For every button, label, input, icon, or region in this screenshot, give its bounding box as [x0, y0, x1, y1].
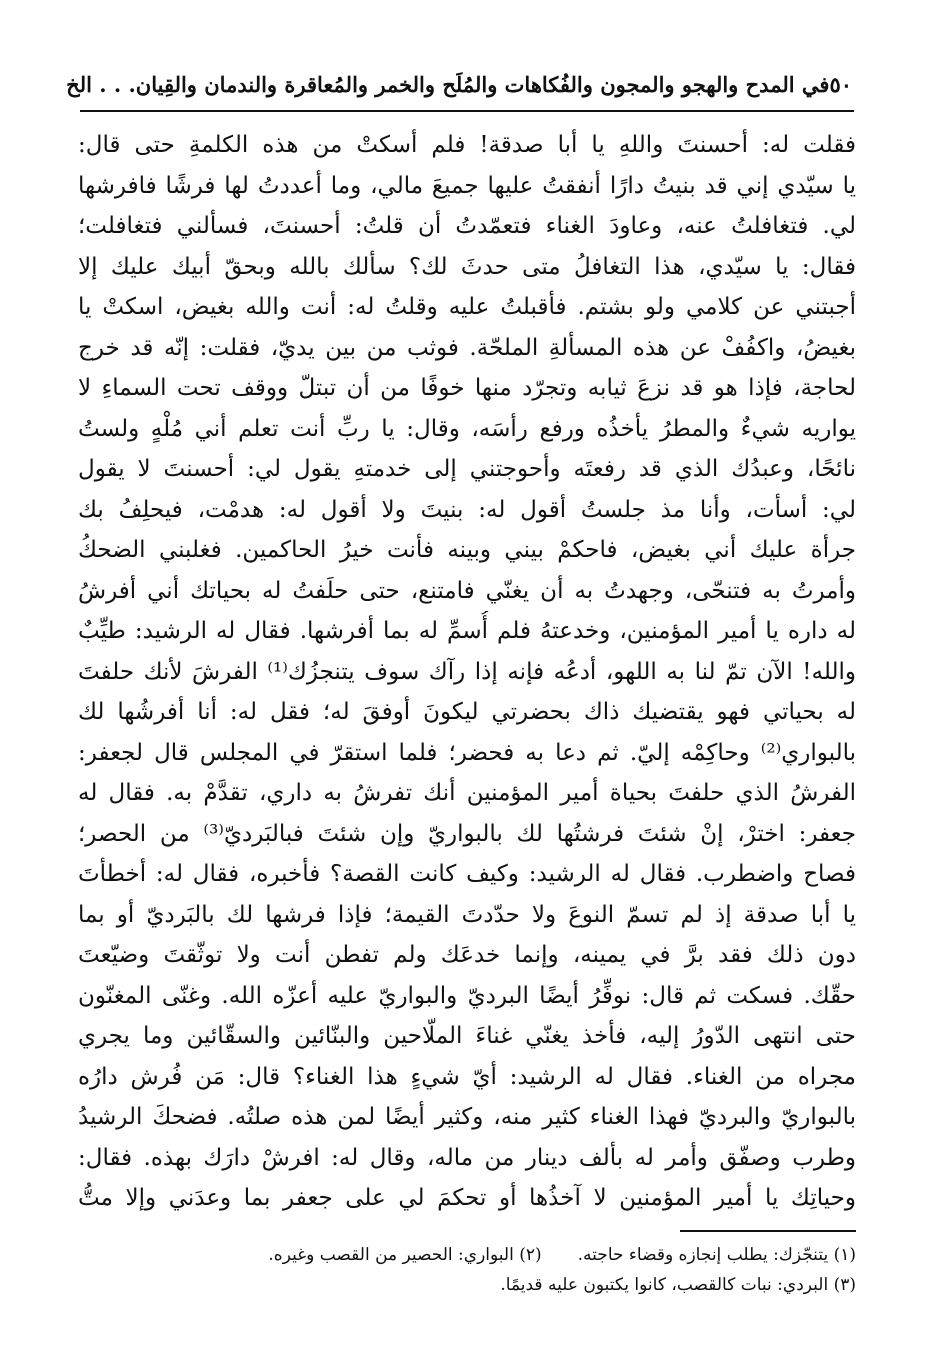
text-line: له بحياتي فهو يقتضيك ذاك بحضرتي ليكونَ أوفقَ له؛ فقل له: أنا أفرشُها لك [78, 699, 856, 725]
text-line: فصاح واضطرب. فقال له الرشيد: وكيف كانت القصة؟ فأخبره، فقال له: أخطأتَ [78, 861, 856, 887]
running-head [66, 62, 852, 106]
text-line: حتى انتهى الدّورُ إليه، فأخذ يغنّي غناءَ الملّاحين والبنّائين والسقّائين وما يجري [78, 1023, 856, 1049]
text-line: لحاجة، فإذا هو قد نزعَ ثيابه وتجرّد منها خوفًا من أن تبتلّ ووقف تحت السماءِ لا [78, 375, 856, 401]
text-line: بغيضُ، واكفُفْ عن هذه المسألةِ الملحّة. فوثب من بين يديّ، فقلت: إنّه قد خرج [78, 334, 856, 361]
text-line: لي. فتغافلتُ عنه، وعاودَ الغناء فتعمّدتُ أن قلتُ: أحسنتَ، فسألني فتغافلت؛ [78, 213, 856, 239]
text-line: وأمرتُ به فتنحّى، وجهدتُ به أن يغنّي فامتنع، حتى حلَفتُ له بحياتك أني أفرشُ [78, 577, 856, 604]
text-line: وطرب وصفّق وأمر له بألف دينار من ماله، وقال له: افرشْ دارَك بهذه. فقال: [78, 1144, 856, 1171]
text-line: حقّك. فسكت ثم قال: نوفِّرُ أيضًا البرديّ والبواريّ عليه أعزّه الله. وغنّى المغنّون [78, 982, 856, 1009]
footnote-3: (٣) البردي: نبات كالقصب، كانوا يكتبون عليه قديمًا. [500, 1275, 856, 1295]
header-rule [80, 110, 854, 112]
body-text [78, 125, 856, 1219]
text-line: جرأة عليك أني بغيض، فاحكمْ بيني وبينه فأنت خيرُ الحاكمين. فغلبني الضحكُ [78, 537, 856, 563]
text-line: بالبواري⁽²⁾ وحاكِمْه إليّ. ثم دعا به فحضر؛ فلما استقرّ في المجلس قال لجعفر: [78, 739, 856, 766]
text-line: له داره يا أمير المؤمنين، وخدعتهُ فلم أُسمِّ له بما أفرشها. فقال له الرشيد: طيِّبٌ [78, 618, 856, 644]
text-line: فقال: يا سيّدي، هذا التغافلُ متى حدثَ لك؟ سألك بالله وبحقّ أبيك عليك إلا [78, 253, 856, 280]
text-line: لي: أسأت، وأنا مذ جلستُ أقول له: بنيتَ ولا أقول له: هدمْت، فيحلِفُ بك [78, 496, 856, 523]
page-number: ٥٠ [829, 71, 852, 97]
text-line: نائحًا، وعبدُك الذي قد رفعتَه وأحوجتني إلى خدمتهِ يقول لي: أحسنتَ لا يقول [78, 456, 856, 482]
text-line: يا أبا صدقة إذ لم تسمّ النوعَ ولا حدّدتَ القيمة؛ فإذا فرشها لك بالبَرديّ أو بما [78, 901, 856, 928]
text-line: مجراه من الغناء. فقال له الرشيد: أيّ شيءٍ هذا الغناء؟ قال: مَن فُرش دارُه [78, 1063, 856, 1090]
text-line: الفرشُ الذي حلفتَ بحياة أمير المؤمنين أنك تفرشُ به داري، تقدَّمْ به. فقال له [78, 780, 856, 806]
footnote-rule [680, 1230, 856, 1232]
footnote-row [80, 1240, 856, 1270]
text-line: جعفر: اخترْ، إنْ شئتَ فرشتُها لك بالبواريّ وإن شئتَ فبالبَرديّ⁽³⁾ من الحصر؛ [78, 820, 856, 847]
text-line: دون ذلك فقد برَّ في يمينه، وإنما خدعَك ولم تفطن أنت ولا توثّقتَ وضيّعتَ [78, 942, 856, 968]
footnote-1: (١) يتنجّزك: يطلب إنجازه وقضاء حاجته. [577, 1245, 856, 1265]
footnote-2: (٢) البواري: الحصير من القصب وغيره. [268, 1245, 542, 1265]
running-head-title: في المدح والهجو والمجون والفُكاهات والمُلَح والخمر والمُعاقرة والندمان والقِيان. . . الخ [66, 71, 830, 97]
footnote-row [80, 1270, 856, 1300]
text-line: بالبواريّ والبرديّ فهذا الغناء كثير منه، وكثير أيضًا لمن هذه صلتُه. فضحكَ الرشيدُ [78, 1104, 856, 1130]
text-line: والله! الآن تمّ لنا به اللهو، أدعُه فإنه إذا رآك سوف يتنجزُك⁽¹⁾ الفرشَ لأنك حلفتَ [78, 658, 856, 685]
text-line: وحياتِك يا أمير المؤمنين لا آخذُها أو تحكمَ لي على جعفر بما وعدَني وإلا متُّ [78, 1185, 856, 1211]
text-line: يواريه شيءٌ والمطرُ يأخذُه ورفع رأسَه، وقال: يا ربِّ أنت تعلم أني مُلْهٍ ولستُ [78, 415, 856, 442]
text-line: يا سيّدي إني قد بنيتُ دارًا أنفقتُ عليها جميعَ مالي، وما أعددتُ لها فرشًا فافرشها [78, 172, 856, 199]
text-line: أجبتني عن كلامي ولو بشتم. فأقبلتُ عليه وقلتُ له: أنت والله بغيض، اسكتْ يا [78, 294, 856, 320]
footnotes [80, 1240, 856, 1300]
text-line: فقلت له: أحسنتَ واللهِ يا أبا صدقة! فلم أسكتْ من هذه الكلمةِ حتى قال: [78, 132, 856, 158]
